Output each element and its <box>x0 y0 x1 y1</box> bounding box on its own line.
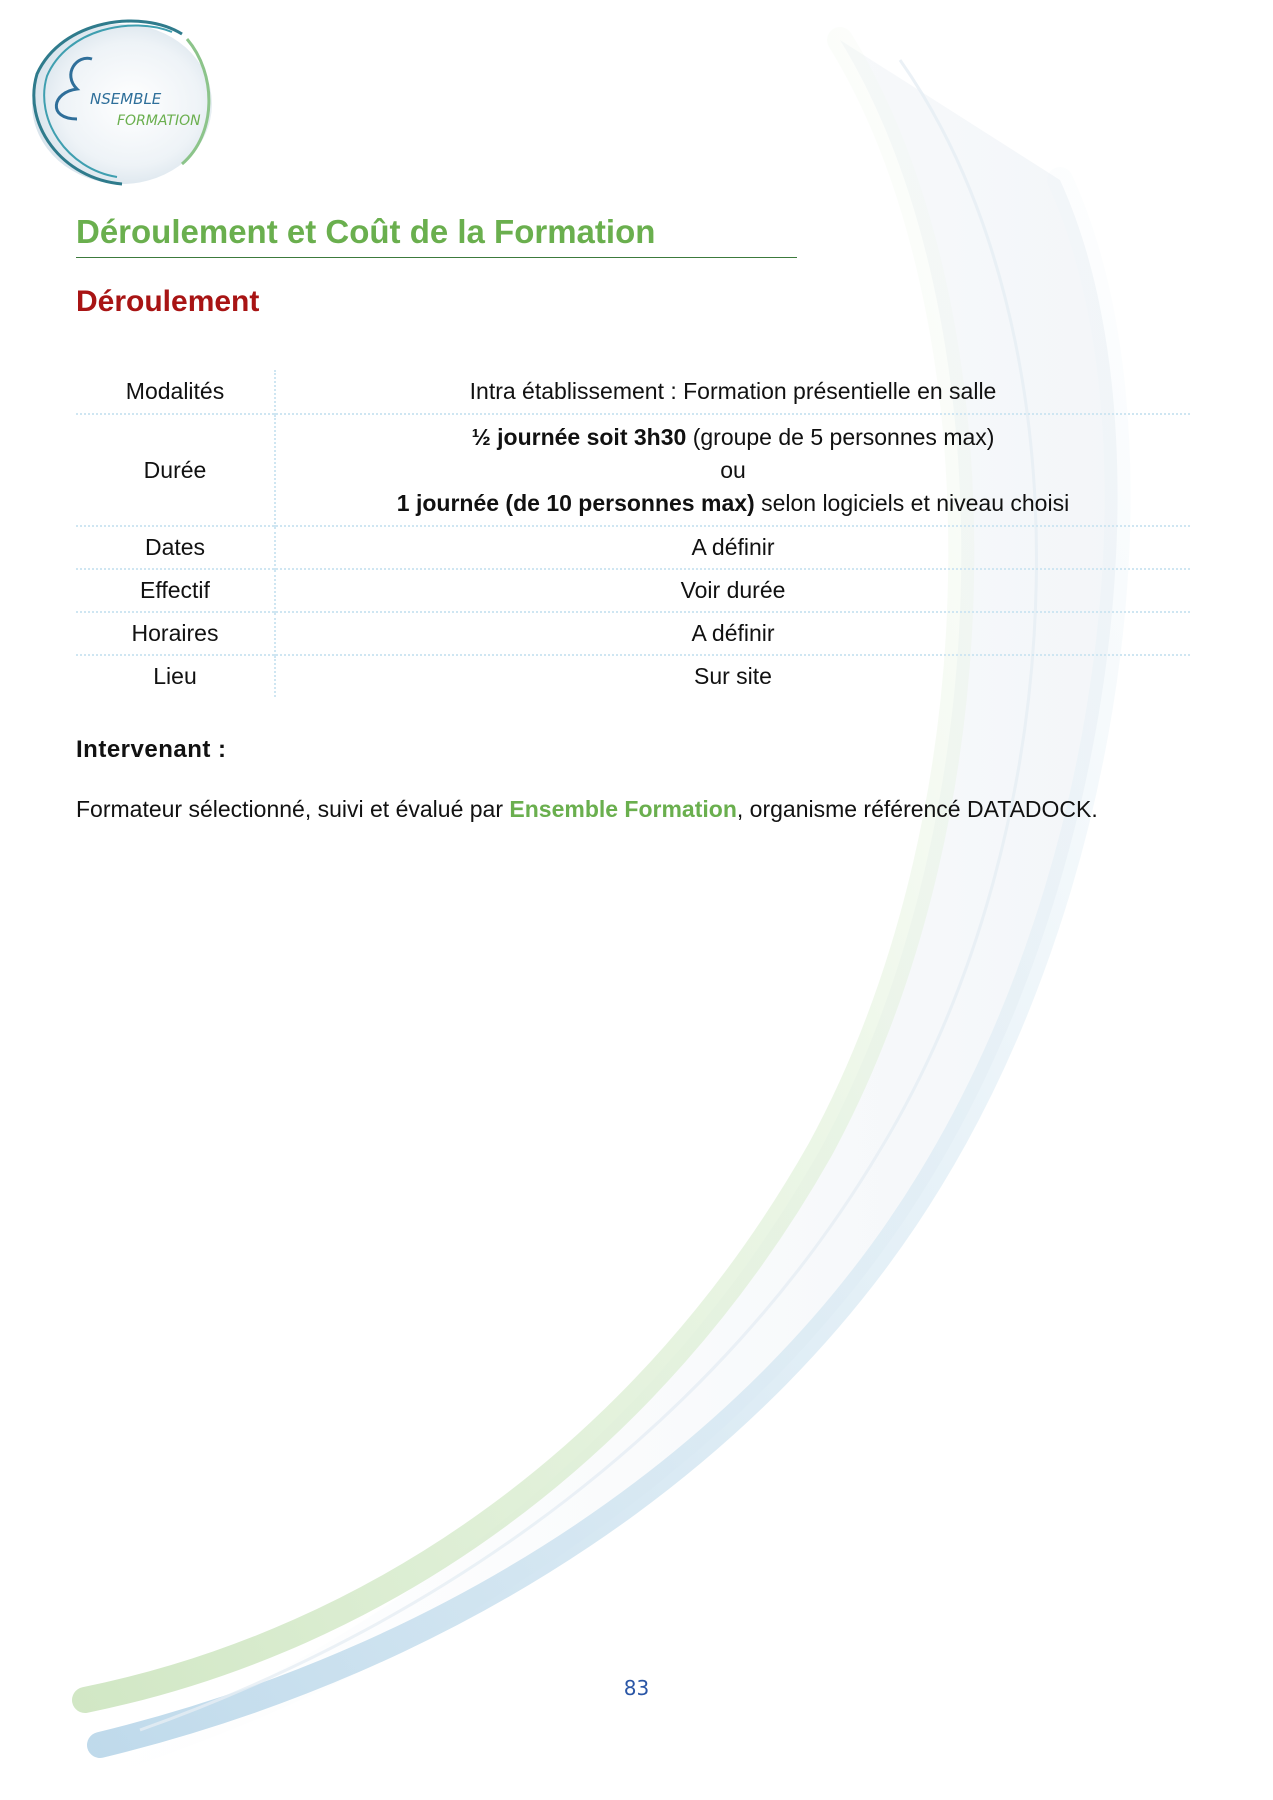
intervenant-text-after: , organisme référencé DATADOCK. <box>736 796 1098 822</box>
duration-line-3 <box>276 487 1190 520</box>
duration-half-day-detail: (groupe de 5 personnes max) <box>686 423 995 450</box>
row-label: Durée <box>76 414 275 526</box>
intervenant-text-before: Formateur sélectionné, suivi et évalué par <box>76 796 510 822</box>
logo-text-line2: FORMATION <box>117 113 201 129</box>
intervenant-paragraph <box>76 796 1098 823</box>
page-number: 83 <box>623 1676 650 1700</box>
table-row <box>76 370 1190 414</box>
row-value: Intra établissement : Formation présentielle en salle <box>469 378 997 404</box>
intervenant-heading: Intervenant : <box>76 736 227 763</box>
section-title: Déroulement <box>76 285 260 318</box>
title-underline <box>76 257 797 258</box>
table-row <box>76 526 1190 569</box>
row-label: Dates <box>76 526 275 569</box>
duration-full-day-detail: selon logiciels et niveau choisi <box>754 489 1070 516</box>
row-label: Horaires <box>76 612 275 655</box>
page-title: Déroulement et Coût de la Formation <box>76 213 656 250</box>
row-label: Lieu <box>76 655 275 697</box>
duration-line-2: ou <box>720 456 746 483</box>
logo-text-line1: NSEMBLE <box>90 90 162 108</box>
duration-line-1 <box>276 421 1190 454</box>
duration-full-day: 1 journée (de 10 personnes max) <box>396 489 755 516</box>
row-label: Effectif <box>76 569 275 612</box>
row-value: A définir <box>691 534 775 560</box>
row-value: Sur site <box>694 663 772 689</box>
row-label: Modalités <box>76 370 275 414</box>
table-row <box>76 414 1190 526</box>
duration-half-day: ½ journée soit 3h30 <box>471 423 687 450</box>
table-row <box>76 655 1190 697</box>
table-row <box>76 612 1190 655</box>
modalities-table <box>76 370 1190 697</box>
row-value <box>275 414 1190 526</box>
row-value: Voir durée <box>680 577 786 603</box>
row-value: A définir <box>691 620 775 646</box>
table-row <box>76 569 1190 612</box>
organization-name: Ensemble Formation <box>509 796 737 822</box>
